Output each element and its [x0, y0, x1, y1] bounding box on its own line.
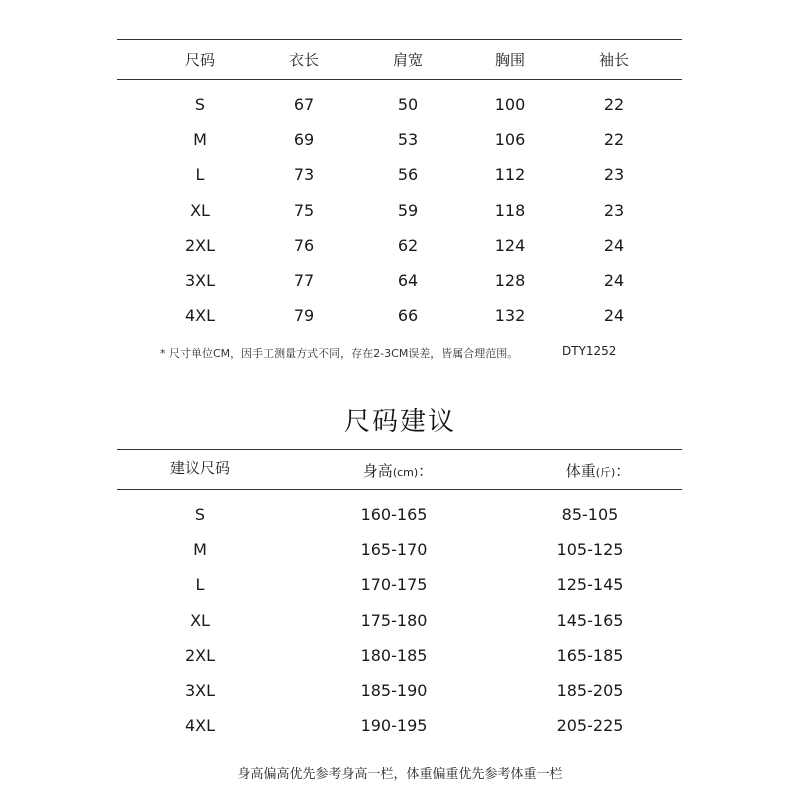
size-table-cell: 100	[494, 95, 526, 114]
size-table-cell: 77	[293, 271, 315, 290]
top-rule	[117, 39, 682, 40]
size-table-cell: 24	[603, 271, 625, 290]
size-table-cell: 66	[397, 306, 419, 326]
recommend-table-cell: 170-175	[360, 575, 428, 595]
weight-label: 体重	[565, 462, 596, 480]
size-table-cell: 73	[293, 165, 315, 185]
size-table-cell: 22	[603, 130, 625, 150]
recommend-table-cell: XL	[190, 610, 210, 630]
recommend-table-cell: 165-170	[360, 540, 428, 560]
recommend-table-cell: 145-165	[556, 610, 624, 630]
size-header-cell: 胸围	[494, 51, 526, 69]
size-table-cell: 118	[494, 200, 526, 220]
size-table-cell: 69	[293, 130, 315, 150]
size-header-cell: 袖长	[598, 51, 630, 69]
size-table-cell: L	[195, 165, 205, 185]
size-table-cell: 24	[603, 235, 625, 255]
size-table-cell: XL	[190, 200, 210, 220]
size-header-cell: 肩宽	[392, 51, 424, 69]
size-table-cell: S	[194, 95, 206, 114]
size-table-cell: 56	[397, 165, 419, 185]
recommend-header-weight	[566, 461, 631, 483]
size-header-cell: 衣长	[288, 51, 320, 69]
height-colon: ：	[418, 462, 434, 480]
size-table-cell: 24	[603, 306, 625, 326]
recommend-table-cell: 165-185	[556, 645, 624, 665]
recommend-table-cell: 175-180	[360, 610, 428, 630]
recommend-header-height	[363, 461, 433, 483]
size-table-cell: 3XL	[184, 271, 216, 290]
height-label: 身高	[362, 462, 393, 480]
recommend-footer: 身高偏高优先参考身高一栏，体重偏重优先参考体重一栏	[237, 767, 563, 782]
size-table-cell: 75	[293, 200, 315, 220]
height-unit: (cm)	[392, 466, 419, 479]
recommend-table-cell: 190-195	[360, 716, 428, 736]
size-table-cell: 2XL	[184, 235, 216, 255]
size-table-cell: 59	[397, 200, 419, 220]
recommend-header-size: 建议尺码	[169, 459, 231, 477]
recommend-table-cell: 205-225	[556, 716, 624, 736]
size-table-cell: 67	[293, 95, 315, 114]
measurement-note: * 尺寸单位CM，因手工测量方式不同，存在2-3CM误差，皆属合理范围。	[160, 347, 519, 360]
size-table-cell: 64	[397, 271, 419, 290]
size-table-cell: 23	[603, 200, 625, 220]
header-rule	[117, 79, 682, 80]
recommend-top-rule	[117, 449, 682, 450]
size-table-cell: 106	[494, 130, 526, 150]
size-table-cell: 128	[494, 271, 526, 290]
recommend-table-cell: 85-105	[561, 505, 619, 524]
recommend-table-cell: S	[194, 505, 206, 524]
size-table-cell: M	[193, 130, 207, 150]
recommend-table-cell: L	[195, 575, 205, 595]
size-table-cell: 124	[494, 235, 526, 255]
weight-unit: (斤)	[595, 466, 616, 479]
recommend-title: 尺码建议	[343, 407, 456, 437]
size-table-cell: 22	[603, 95, 625, 114]
recommend-table-cell: 125-145	[556, 575, 624, 595]
size-table-cell: 62	[397, 235, 419, 255]
recommend-table-cell: 185-205	[556, 681, 624, 700]
size-table-cell: 112	[494, 165, 526, 185]
weight-colon: ：	[615, 462, 631, 480]
size-table-cell: 23	[603, 165, 625, 185]
size-table-cell: 132	[494, 306, 526, 326]
size-table-cell: 50	[397, 95, 419, 114]
recommend-table-cell: 4XL	[184, 716, 216, 736]
recommend-table-cell: M	[193, 540, 207, 560]
size-table-cell: 4XL	[184, 306, 216, 326]
size-table-cell: 53	[397, 130, 419, 150]
recommend-table-cell: 2XL	[184, 645, 216, 665]
recommend-table-cell: 180-185	[360, 645, 428, 665]
recommend-table-cell: 105-125	[556, 540, 624, 560]
recommend-header-rule	[117, 489, 682, 490]
size-table-cell: 76	[293, 235, 315, 255]
recommend-table-cell: 160-165	[360, 505, 428, 524]
recommend-table-cell: 185-190	[360, 681, 428, 700]
product-code: DTY1252	[562, 344, 617, 358]
size-table-cell: 79	[293, 306, 315, 326]
recommend-table-cell: 3XL	[184, 681, 216, 700]
size-header-cell: 尺码	[184, 51, 216, 69]
